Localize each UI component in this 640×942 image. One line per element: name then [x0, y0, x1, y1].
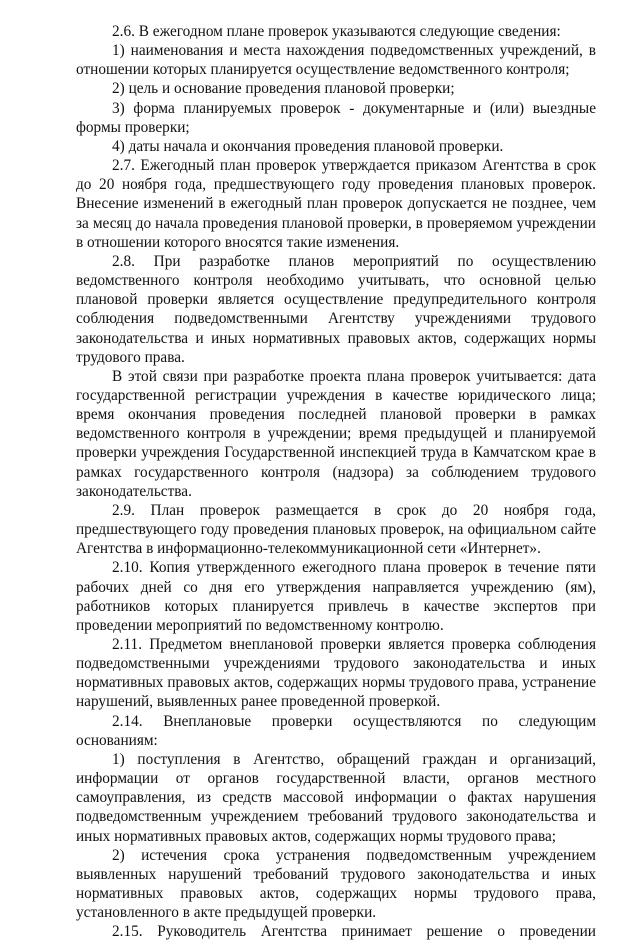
paragraph-2-9: 2.9. План проверок размещается в срок до 20 ноября года, предшествующего году проведения плановых проверок, на официальном сайте Агентства в информационно-телекоммуникационной сети «Интернет». — [76, 501, 596, 558]
paragraph-2-8-continuation: В этой связи при разработке проекта плана проверок учитывается: дата государственной регистрации учреждения в качестве юридического лица; время окончания проведения последней плановой проверки в рамках ведомственного контроля в учреждении; время предыдущей и планируемой проверки учреждения Государственной инспекцией труда в Камчатском крае в рамках государственного контроля (надзора) за соблюдением трудового законодательства. — [76, 367, 596, 500]
document-page — [76, 22, 596, 942]
paragraph-2-7: 2.7. Ежегодный план проверок утверждается приказом Агентства в срок до 20 ноября года, предшествующего году проведения плановых проверок. Внесение изменений в ежегодный план проверок допускается не позднее, чем за месяц до начала проведения плановой проверки, в проверяемом учреждении в отношении которого вносятся такие изменения. — [76, 157, 596, 251]
paragraph-2-15: 2.15. Руководитель Агентства принимает решение о проведении — [112, 923, 596, 941]
list-item-2-6-1: 1) наименования и места нахождения подведомственных учреждений, в отношении которых планируется осуществление ведомственного контроля; — [76, 42, 596, 79]
list-item-2-6-3: 3) форма планируемых проверок - документарные и (или) выездные формы проверки; — [76, 99, 596, 136]
paragraph-2-14: 2.14. Внеплановые проверки осуществляются по следующим основаниям: — [76, 712, 596, 749]
list-item-2-14-2: 2) истечения срока устранения подведомственным учреждением выявленных нарушений требований трудового законодательства и иных нормативных правовых актов, содержащих нормы трудового права, установленного в акте предыдущей проверки. — [76, 846, 596, 922]
paragraph-2-8: 2.8. При разработке планов мероприятий по осуществлению ведомственного контроля необходимо учитывать, что основной целью плановой проверки является осуществление предупредительного контроля соблюдения подведомственными Агентству учреждениями трудового законодательства и иных нормативных правовых актов, содержащих нормы трудового права. — [76, 252, 596, 366]
paragraph-2-10: 2.10. Копия утвержденного ежегодного плана проверок в течение пяти рабочих дней со дня его утверждения направляется учреждению (ям), работников которых планируется привлечь в качестве экспертов при проведении мероприятий по ведомственному контролю. — [76, 559, 596, 634]
paragraph-2-6: 2.6. В ежегодном плане проверок указываются следующие сведения: — [112, 23, 561, 40]
list-item-2-6-4: 4) даты начала и окончания проведения плановой проверки. — [112, 137, 504, 155]
paragraph-2-11: 2.11. Предметом внеплановой проверки является проверка соблюдения подведомственными учреждениями трудового законодательства и иных нормативных правовых актов, содержащих нормы трудового права, устранение нарушений, выявленных ранее проведенной проверкой. — [76, 636, 596, 711]
list-item-2-6-2: 2) цель и основание проведения плановой проверки; — [112, 80, 455, 98]
list-item-2-14-1: 1) поступления в Агентство, обращений граждан и организаций, информации от органов государственной власти, органов местного самоуправления, из средств массовой информации о фактах нарушения подведомственным учреждением требований трудового законодательства и иных нормативных правовых актов, содержащих нормы трудового права; — [76, 750, 596, 845]
